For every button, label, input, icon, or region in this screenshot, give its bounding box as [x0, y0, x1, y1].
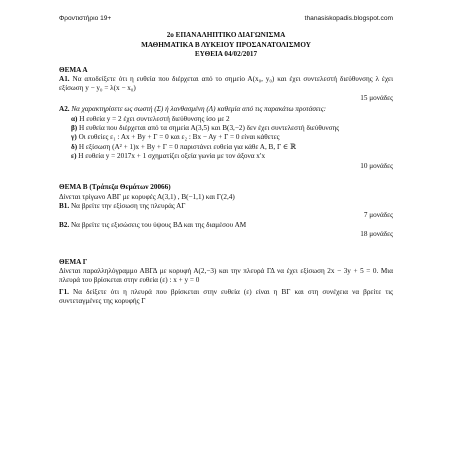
exam-title: 2ο ΕΠΑΝΑΛΗΠΤΙΚΟ ΔΙΑΓΩΝΙΣΜΑ [166, 31, 286, 40]
section-b-heading: ΘΕΜΑ Β (Τράπεζα Θεμάτων 20066) [59, 183, 171, 192]
question-a2-points: 10 μονάδες [360, 161, 393, 170]
statement-c-text: Οι ευθείες ε₁ : Αx + By + Γ = 0 και ε₂ : Bx − Ay + Γ = 0 είναι κάθετες [78, 133, 280, 142]
question-b2-text: Να βρείτε τις εξισώσεις του ύψους ΒΔ και της διαμέσου ΑΜ [70, 220, 247, 229]
question-b1-points: 7 μονάδες [363, 211, 393, 220]
statement-e-text: Η ευθεία y = 2017x + 1 σχηματίζει οξεία γωνία με τον άξονα x′x [78, 152, 266, 161]
exam-topic-date: ΕΥΘΕΙΑ 04/02/2017 [194, 50, 258, 59]
question-b1-text: Να βρείτε την εξίσωση της πλευράς ΑΓ [70, 201, 186, 210]
statement-e-label: ε) [71, 152, 77, 161]
header-left-text: Φροντιστήριο 19+ [59, 15, 112, 22]
question-g1-label: Γ1. [59, 287, 69, 296]
statement-d-text: Η εξίσωση (Α² + 1)x + By + Γ = 0 παριστάνει ευθεία για κάθε Α, Β, Γ ∈ ℝ [78, 142, 296, 151]
question-g1-text: Να δείξετε ότι η πλευρά που βρίσκεται στην ευθεία (ε) είναι η ΒΓ και στη συνέχεια να βρείτε τις συντεταγμένες της κορυφής Γ [59, 287, 394, 306]
question-a1-label: Α1. [59, 75, 70, 84]
question-a1-points: 15 μονάδες [360, 93, 393, 102]
section-g-intro: Δίνεται παραλληλόγραμμο ΑΒΓΔ με κορυφή Α(2,−3) και την πλευρά ΓΔ να έχει εξίσωση 2x − 3y + 5 = 0. Μια πλευρά του βρίσκεται στην ευθεία (ε) : x + y = 0 [59, 266, 393, 285]
question-a1 [59, 75, 393, 94]
question-a2 [59, 105, 393, 114]
question-b2-points: 18 μονάδες [360, 230, 393, 239]
question-g1 [59, 288, 393, 307]
statement-c-label: γ) [71, 133, 77, 142]
section-g-heading: ΘΕΜΑ Γ [59, 257, 88, 266]
question-b2 [59, 221, 393, 230]
question-a1-text: Να αποδείξετε ότι η ευθεία που διέρχεται από το σημείο Α(x₀, y₀) και έχει συντελεστή διεύθυνσης λ έχει εξίσωση y − y₀ = λ(x − x₀) [59, 75, 393, 93]
statement-e [59, 152, 393, 161]
statement-b [59, 124, 393, 133]
statement-a [59, 115, 393, 124]
question-a2-text: Να χαρακτηρίσετε ως σωστή (Σ) ή λανθασμένη (Λ) καθεμία από τις παρακάτω προτάσεις: [71, 105, 327, 114]
page-header [59, 14, 393, 23]
exam-subject: ΜΑΘΗΜΑΤΙΚΑ Β ΛΥΚΕΙΟΥ ΠΡΟΣΑΝΑΤΟΛΙΣΜΟΥ [141, 40, 311, 49]
statement-b-label: β) [71, 124, 78, 133]
statement-d-label: δ) [71, 142, 78, 151]
question-b2-label: Β2. [59, 220, 70, 229]
statement-b-text: Η ευθεία που διέρχεται από τα σημεία Α(3,5) και Β(3,−2) δεν έχει συντελεστή διεύθυνσης [78, 124, 340, 133]
question-b1-label: Β1. [59, 201, 70, 210]
question-b1 [59, 202, 393, 211]
header-blog-url[interactable]: thanasiskopadis.blogspot.com [304, 15, 393, 22]
statement-d [59, 143, 393, 152]
statement-a-text: Η ευθεία y = 2 έχει συντελεστή διεύθυνσης ίσο με 2 [79, 114, 230, 123]
section-a-heading: ΘΕΜΑ Α [59, 65, 88, 74]
statement-a-label: α) [71, 114, 78, 123]
question-a2-label: Α2. [59, 105, 70, 114]
statement-c [59, 133, 393, 142]
section-b-intro: Δίνεται τρίγωνο ΑΒΓ με κορυφές Α(3,1) , Β(−1,1) και Γ(2,4) [59, 192, 235, 201]
